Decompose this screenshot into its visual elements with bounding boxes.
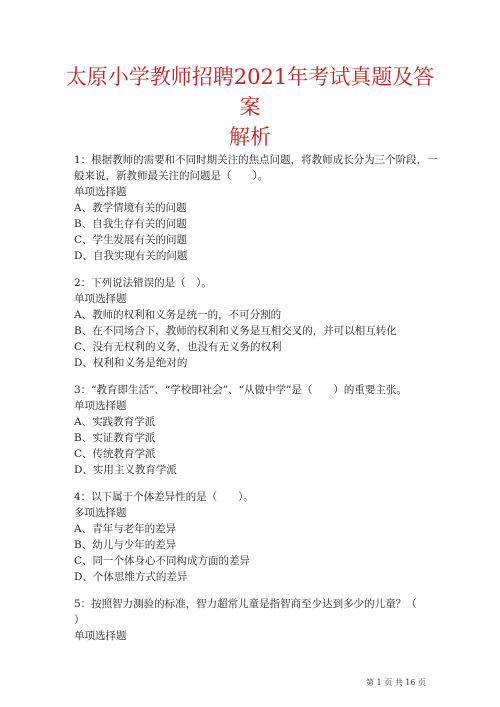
- option-c: C、学生发展有关的问题: [74, 234, 188, 246]
- question-type: 单项选择题: [74, 186, 127, 198]
- title-line-2: 解析: [229, 125, 271, 149]
- option-b: B、在不同场合下，教师的权利和义务是互相交叉的，并可以相互转化: [74, 325, 397, 337]
- option-a: A、实践教育学派: [74, 416, 156, 428]
- question-4: [74, 489, 434, 585]
- question-stem: 般来说，新教师最关注的问题是（ ）。: [74, 170, 269, 182]
- option-c: C、没有无权利的义务，也没有无义务的权利: [74, 341, 282, 353]
- question-stem: 3：“教育即生活”、“学校即社会”、“从做中学”是（ ）的重要主张。: [74, 384, 407, 396]
- option-a: A、教学情境有关的问题: [74, 202, 187, 214]
- question-2: [74, 275, 434, 371]
- option-d: D、个体思维方式的差异: [74, 571, 188, 583]
- option-d: D、实用主义教育学派: [74, 464, 177, 476]
- option-c: C、同一个体身心不同构成方面的差异: [74, 555, 251, 567]
- question-stem: 4：以下属于个体差异性的是（ ）。: [74, 491, 254, 503]
- question-type: 单项选择题: [74, 400, 127, 412]
- title-line-1: 太原小学教师招聘2021年考试真题及答案: [65, 65, 435, 119]
- question-stem: 1：根据教师的需要和不同时期关注的焦点问题，将教师成长分为三个阶段，一: [74, 154, 438, 166]
- option-b: B、幼儿与少年的差异: [74, 539, 177, 551]
- question-stem: 2：下列说法错误的是（ ）。: [74, 277, 212, 289]
- option-d: D、权利和义务是绝对的: [74, 357, 188, 369]
- question-type: 单项选择题: [74, 293, 127, 305]
- question-stem: ）: [74, 614, 85, 626]
- question-1: [74, 152, 438, 264]
- question-stem: 5：按照智力测验的标准，智力超常儿童是指智商至少达到多少的儿童？（: [74, 598, 417, 610]
- page-footer: 第 1 页 共 16 页: [366, 678, 426, 687]
- question-3: [74, 382, 434, 478]
- question-type: 多项选择题: [74, 507, 127, 519]
- question-5: [74, 596, 434, 644]
- option-a: A、教师的权利和义务是统一的，不可分割的: [74, 309, 282, 321]
- option-d: D、自我实现有关的问题: [74, 250, 188, 262]
- question-type: 单项选择题: [74, 630, 127, 642]
- option-a: A、青年与老年的差异: [74, 523, 177, 535]
- document-title: [60, 62, 440, 152]
- option-b: B、自我生存有关的问题: [74, 218, 187, 230]
- option-b: B、实证教育学派: [74, 432, 156, 444]
- option-c: C、传统教育学派: [74, 448, 156, 460]
